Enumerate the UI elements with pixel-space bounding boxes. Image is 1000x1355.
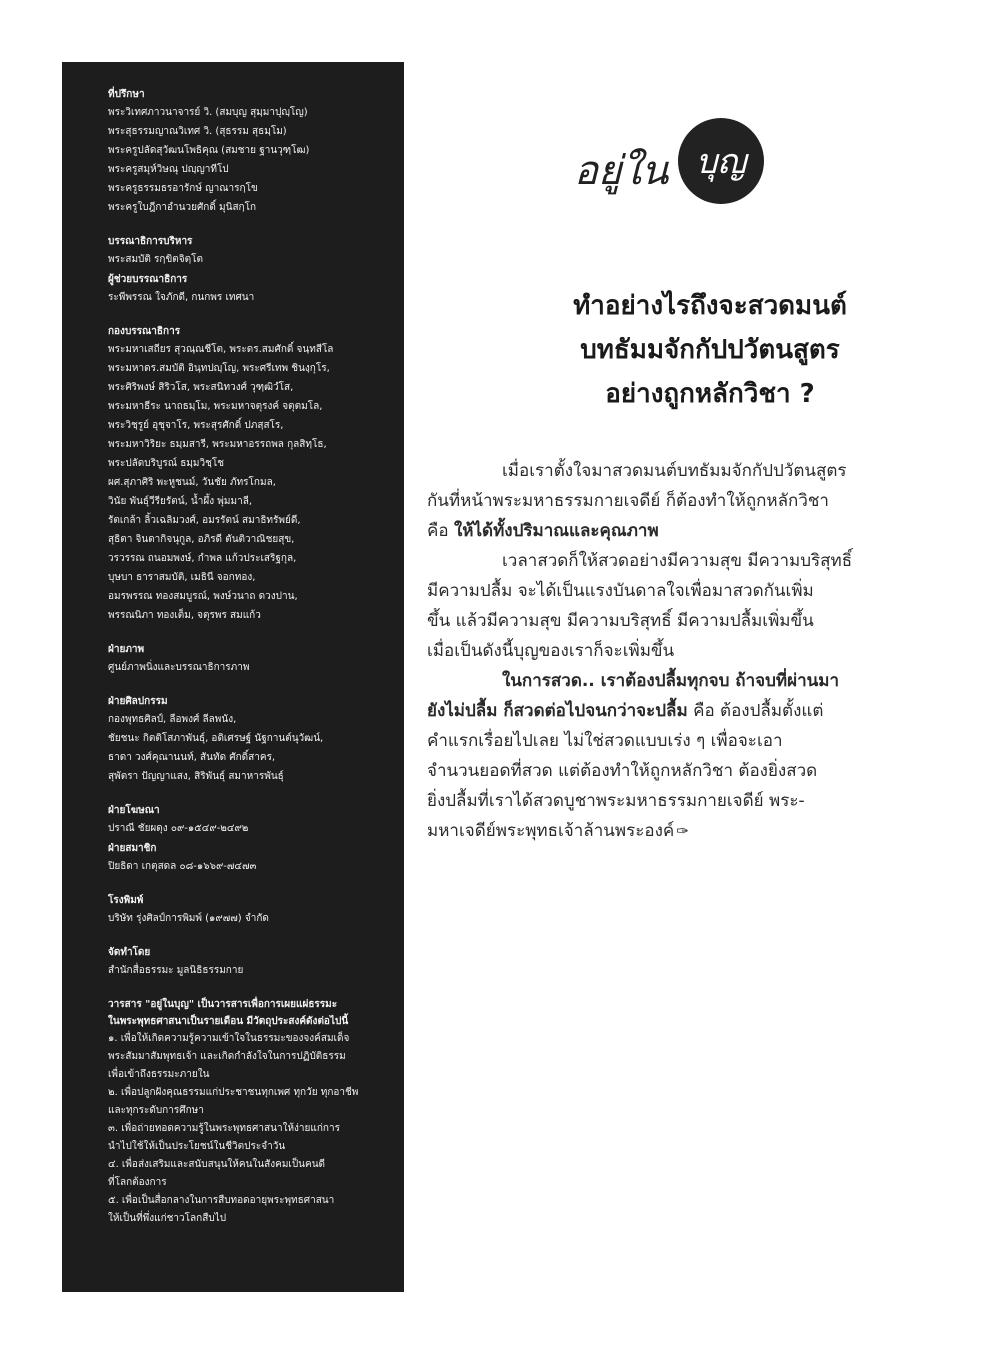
section-line: พระปลัดบริบูรณ์ ธมฺมวิชฺโช [108, 458, 225, 469]
mission-line: ให้เป็นที่พึ่งแก่ชาวโลกสืบไป [108, 1213, 227, 1224]
section-title: ที่ปรึกษา [108, 89, 145, 100]
mission-title: ในพระพุทธศาสนาเป็นรายเดือน มีวัตถุประสงค์ดังต่อไปนี้ [108, 1016, 349, 1027]
section-title: ฝ่ายสมาชิก [108, 843, 157, 854]
section-line: พระวิเทศภาวนาจารย์ วิ. (สมบุญ สุมฺมาปุญฺโญ) [108, 107, 308, 118]
section-line: ผศ.สุภาศิริ พะหูชนม์, วันชัย ภัทรโกมล, [108, 477, 276, 488]
section-line: พระครูสมุห์วิษณุ ปญฺญาทีโป [108, 164, 229, 175]
mission-line: ๓. เพื่อถ่ายทอดความรู้ในพระพุทธศาสนาให้ง่ายแก่การ [108, 1123, 340, 1134]
emphasis-text: ให้ได้ทั้งปริมาณและคุณภาพ [454, 521, 659, 541]
masthead-section [108, 323, 394, 625]
mission-title: วารสาร "อยู่ในบุญ" เป็นวารสารเพื่อการเผยแผ่ธรรมะ [108, 999, 338, 1010]
mission-line: พระสัมมาสัมพุทธเจ้า และเกิดกำลังใจในการปฏิบัติธรรม [108, 1051, 346, 1062]
section-line: พระครูใบฎีกาอำนวยศักดิ์ มุนิสกฺโก [108, 202, 257, 213]
mission-line: นำไปใช้ให้เป็นประโยชน์ในชีวิตประจำวัน [108, 1141, 286, 1152]
paragraph-3 [427, 666, 867, 846]
section-line: พระมหาดร.สมบัติ อินฺทปญฺโญ, พระศรีเทพ ชินงฺกุโร, [108, 363, 330, 374]
section-line: ศูนย์ภาพนิ่งและบรรณาธิการภาพ [108, 662, 250, 673]
text-line: เมื่อเราตั้งใจมาสวดมนต์บทธัมมจักกัปปวัตนสูตร [502, 461, 847, 481]
section-line: รัตเกล้า ลิ้วเฉลิมวงศ์, อมรรัตน์ สมาธิทรัพย์ดี, [108, 515, 301, 526]
section-title: ฝ่ายภาพ [108, 644, 145, 655]
section-title: โรงพิมพ์ [108, 895, 144, 906]
section-line: พระครูปลัดสุวัฒนโพธิคุณ (สมชาย ฐานวุฑฺโฒ) [108, 145, 310, 156]
mission-line: และทุกระดับการศึกษา [108, 1105, 204, 1116]
text-line: คำแรกเรื่อยไปเลย ไม่ใช่สวดแบบเร่ง ๆ เพื่อจะเอา [427, 731, 783, 751]
masthead-section [108, 271, 394, 307]
section-title: กองบรรณาธิการ [108, 326, 181, 337]
logo-script-text: อยู่ใน [574, 148, 669, 194]
section-line: พรรณนิภา ทองเต็ม, จตุรพร สมแก้ว [108, 610, 261, 621]
logo-circle-badge: บุญ [678, 118, 764, 204]
section-line: สำนักสื่อธรรมะ มูลนิธิธรรมกาย [108, 965, 244, 976]
headline-line: บทธัมมจักกัปปวัตนสูตร [580, 335, 840, 365]
section-line: บริษัท รุ่งศิลป์การพิมพ์ (๑๙๗๗) จำกัด [108, 913, 269, 924]
text-run: คือ ต้องปลื้มตั้งแต่ [687, 701, 824, 721]
text-line: มีความปลื้ม จะได้เป็นแรงบันดาลใจเพื่อมาสวดกันเพิ่ม [427, 581, 814, 601]
section-line: ระพีพรรณ ใจภักดี, กนกพร เทศนา [108, 292, 255, 303]
section-line: วรวรรณ ถนอมพงษ์, กำพล แก้วประเสริฐกุล, [108, 553, 297, 564]
mission-line: ที่โลกต้องการ [108, 1177, 167, 1188]
masthead-section [108, 892, 394, 928]
section-line: พระวิชฺรูย์ อุชุจาโร, พระสุรศักดิ์ ปภสฺสโร, [108, 420, 284, 431]
masthead-section [108, 233, 394, 269]
text-line: จำนวนยอดที่สวด แต่ต้องทำให้ถูกหลักวิชา ต้องยิ่งสวด [427, 761, 818, 781]
section-line: พระครูธรรมธรอารักษ์ ญาณารกฺโข [108, 183, 258, 194]
masthead-section [108, 802, 394, 838]
masthead-section [108, 840, 394, 876]
end-mark-icon: ✑ [676, 822, 689, 840]
masthead-section [108, 693, 394, 786]
section-line: พระสมบัติ รกฺขิตจิตฺโต [108, 254, 204, 265]
text-line [427, 816, 867, 846]
section-line: ปราณี ชัยผดุง ๐๙-๑๕๔๙-๒๔๙๒ [108, 823, 249, 834]
mission-line: ๕. เพื่อเป็นสื่อกลางในการสืบทอดอายุพระพุทธศาสนา [108, 1195, 335, 1206]
section-line: บุษบา ธาราสมบัติ, เมธินี จอกทอง, [108, 572, 256, 583]
text-run: คือ [427, 521, 454, 541]
masthead-section [108, 641, 394, 677]
mission-statement [108, 996, 394, 1228]
text-line: เวลาสวดก็ให้สวดอย่างมีความสุข มีความบริสุทธิ์ [502, 551, 853, 571]
section-line: วินัย พันธุ์วีรียรัตน์, น้ำผึ้ง พุ่มมาลี, [108, 496, 252, 507]
section-line: ชัยชนะ กิตติโสภาพันธุ์, อดิเศรษฐ์ นัฐกานต์นุวัฒน์, [108, 733, 324, 744]
text-run: มหาเจดีย์พระพุทธเจ้าล้านพระองค์ [427, 821, 675, 841]
mission-line: ๑. เพื่อให้เกิดความรู้ความเข้าใจในธรรมะของจงค์สมเด็จ [108, 1033, 350, 1044]
text-line [427, 696, 867, 726]
section-line: กองพุทธศิลป์, ลือพงศ์ ลีลพนัง, [108, 714, 237, 725]
emphasis-text: ยังไม่ปลื้ม ก็สวดต่อไปจนกว่าจะปลื้ม [427, 701, 688, 721]
section-line: พระมหาธีระ นาถธมฺโม, พระมหาจตุรงค์ จตุตมโล, [108, 401, 323, 412]
text-line: เมื่อเป็นดังนี้บุญของเราก็จะเพิ่มขึ้น [427, 641, 675, 661]
text-line: ยิ่งปลื้มที่เราได้สวดบูชาพระมหาธรรมกายเจดีย์ พระ- [427, 791, 805, 811]
section-title: ฝ่ายศิลปกรรม [108, 696, 168, 707]
paragraph-1 [427, 456, 867, 546]
text-line: ขึ้น แล้วมีความสุข มีความบริสุทธิ์ มีความปลื้มเพิ่มขึ้น [427, 611, 814, 631]
text-line: กันที่หน้าพระมหาธรรมกายเจดีย์ ก็ต้องทำให้ถูกหลักวิชา [427, 491, 829, 511]
masthead-section [108, 944, 394, 980]
mission-line: ๔. เพื่อส่งเสริมและสนับสนุนให้คนในสังคมเป็นคนดี [108, 1159, 326, 1170]
section-line: พระมหาวิริยะ ธมฺมสารี, พระมหาอรรถพล กุลสิทฺโธ, [108, 439, 327, 450]
masthead-section [108, 86, 394, 217]
section-line: พระสุธรรมญาณวิเทศ วิ. (สุธรรม สุธมฺโม) [108, 126, 287, 137]
section-line: ธาดา วงศ์คุณานนท์, สันทัด ศักดิ์สาคร, [108, 752, 276, 763]
headline-line: อย่างถูกหลักวิชา ? [605, 379, 815, 409]
masthead-panel [62, 62, 404, 1292]
paragraph-2 [427, 546, 867, 666]
emphasis-text: ในการสวด.. เราต้องปลื้มทุกจบ ถ้าจบที่ผ่านมา [502, 671, 839, 691]
text-line [427, 516, 867, 546]
section-line: ปิยธิดา เกตุสดล ๐๘-๑๖๖๙-๗๔๗๓ [108, 861, 257, 872]
section-line: สุพัตรา ปัญญาแสง, สิริพันธุ์ สมาหารพันธุ์ [108, 771, 284, 782]
section-line: พระศิริพงษ์ สิริวโส, พระสนิทวงศ์ วุฑฺฒิวํโส, [108, 382, 294, 393]
magazine-logo [574, 118, 770, 204]
article-headline [440, 284, 980, 416]
section-line: สุธิตา จินดากิจนุกูล, อภิรดี ตันติวาณิชยสุข, [108, 534, 295, 545]
section-title: บรรณาธิการบริหาร [108, 236, 193, 247]
mission-line: ๒. เพื่อปลูกฝังคุณธรรมแก่ประชาชนทุกเพศ ทุกวัย ทุกอาชีพ [108, 1087, 359, 1098]
section-title: ผู้ช่วยบรรณาธิการ [108, 274, 188, 285]
section-title: ฝ่ายโฆษณา [108, 805, 160, 816]
mission-line: เพื่อเข้าถึงธรรมะภายใน [108, 1069, 210, 1080]
article-body [427, 456, 867, 846]
headline-line: ทำอย่างไรถึงจะสวดมนต์ [573, 291, 847, 321]
section-line: อมรพรรณ ทองสมบูรณ์, พงษ์วนาถ ดวงปาน, [108, 591, 298, 602]
section-line: พระมหาเสถียร สุวณฺณชีโต, พระดร.สมศักดิ์ จนฺทสีโล [108, 344, 334, 355]
section-title: จัดทำโดย [108, 947, 151, 958]
